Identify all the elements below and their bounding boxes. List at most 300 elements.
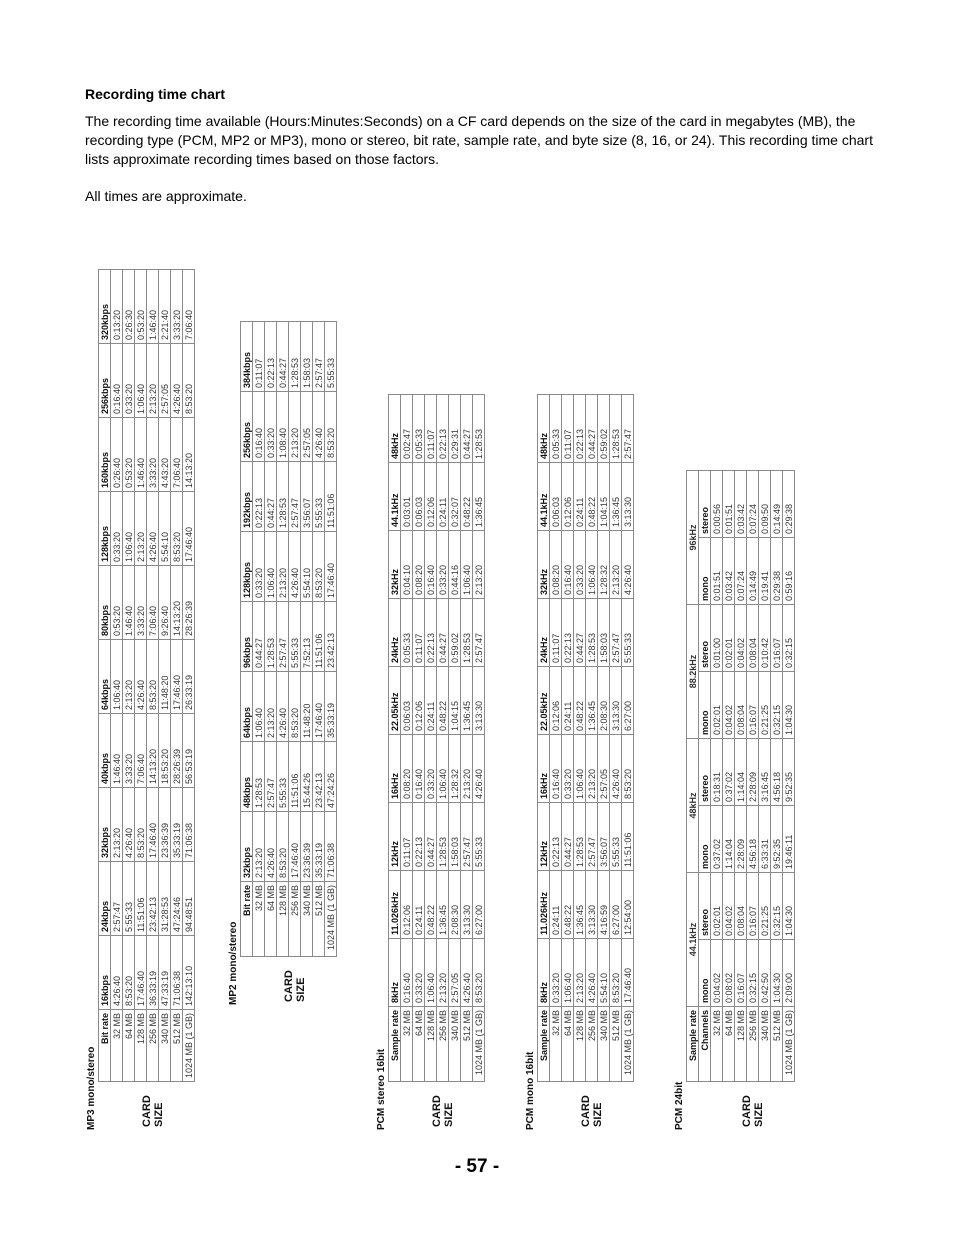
time-cell: 8:53:20 xyxy=(313,532,325,602)
card-size: 512 MB xyxy=(171,1009,183,1081)
column-header: stereo xyxy=(699,605,711,672)
time-cell: 17:46:40 xyxy=(313,672,325,742)
time-cell: 7:06:40 xyxy=(147,565,159,639)
column-header: 24kHz xyxy=(538,599,550,667)
column-header: 12kHz xyxy=(538,803,550,871)
time-cell: 1:36:45 xyxy=(473,463,485,531)
time-cell: 0:59:02 xyxy=(598,395,610,463)
time-cell: 0:02:01 xyxy=(711,672,723,739)
time-cell: 2:13:20 xyxy=(123,639,135,713)
time-cell: 2:57:47 xyxy=(265,742,277,812)
header-row xyxy=(699,471,711,1131)
column-header: 48kbps xyxy=(241,742,253,812)
column-header: 80kbps xyxy=(99,565,111,639)
time-cell: 35:33:19 xyxy=(313,812,325,882)
time-cell: 1:46:40 xyxy=(135,417,147,491)
time-cell: 0:24:11 xyxy=(574,463,586,531)
time-cell: 0:33:20 xyxy=(111,491,123,565)
time-cell: 0:32:15 xyxy=(783,605,795,672)
time-cell: 3:56:07 xyxy=(598,803,610,871)
column-header: 192kbps xyxy=(241,462,253,532)
row-label: Sample rate xyxy=(687,1007,699,1082)
time-cell: 0:48:22 xyxy=(437,667,449,735)
time-cell: 0:03:01 xyxy=(401,463,413,531)
card-size-label xyxy=(401,1082,485,1131)
time-cell: 1:06:40 xyxy=(461,531,473,599)
time-cell: 0:08:04 xyxy=(735,672,747,739)
time-cell: 0:44:27 xyxy=(425,803,437,871)
time-cell: 0:16:07 xyxy=(735,940,747,1007)
time-cell: 0:22:13 xyxy=(574,395,586,463)
time-cell: 0:53:20 xyxy=(135,269,147,343)
time-cell: 0:02:01 xyxy=(711,873,723,940)
time-cell: 2:13:20 xyxy=(277,532,289,602)
time-cell: 3:33:20 xyxy=(147,417,159,491)
card-size: 340 MB xyxy=(598,1007,610,1082)
time-cell: 0:48:22 xyxy=(461,463,473,531)
time-cell: 0:05:33 xyxy=(401,599,413,667)
time-cell: 2:57:05 xyxy=(301,392,313,462)
time-cell: 2:13:20 xyxy=(111,787,123,861)
card-size: 512 MB xyxy=(461,1007,473,1082)
time-cell: 47:24:26 xyxy=(325,742,337,812)
card-size: 128 MB xyxy=(574,1007,586,1082)
column-header: 24kbps xyxy=(99,861,111,935)
time-cell: 1:28:53 xyxy=(437,803,449,871)
card-size-word: CARD xyxy=(740,1095,753,1127)
time-cell: 36:33:19 xyxy=(147,935,159,1009)
approximate-note: All times are approximate. xyxy=(85,188,247,204)
table-row xyxy=(401,395,413,1131)
time-cell: 1:28:53 xyxy=(253,742,265,812)
time-cell: 1:06:40 xyxy=(574,735,586,803)
time-cell: 11:51:06 xyxy=(135,861,147,935)
card-size: 256 MB xyxy=(437,1007,449,1082)
time-cell: 2:13:20 xyxy=(473,531,485,599)
time-cell: 2:57:47 xyxy=(289,462,301,532)
group-header: 88.2kHz xyxy=(687,605,699,739)
recording-table xyxy=(686,470,795,1130)
column-header: 384kbps xyxy=(241,322,253,392)
table-row xyxy=(598,395,610,1131)
card-size: 1024 MB (1 GB) xyxy=(473,1007,485,1082)
card-size: 1024 MB (1 GB) xyxy=(622,1007,634,1082)
card-size: 340 MB xyxy=(301,882,313,957)
table-row xyxy=(253,322,265,1006)
time-cell: 1:04:15 xyxy=(598,463,610,531)
column-header: 24kHz xyxy=(389,599,401,667)
recording-table xyxy=(98,269,195,1130)
group-header-row xyxy=(687,471,699,1131)
header-row xyxy=(241,322,253,1006)
time-cell: 0:32:15 xyxy=(771,672,783,739)
table-row xyxy=(437,395,449,1131)
time-cell: 0:24:11 xyxy=(550,871,562,939)
time-cell: 0:12:06 xyxy=(425,463,437,531)
time-cell: 0:14:49 xyxy=(771,471,783,538)
time-cell: 1:58:03 xyxy=(449,803,461,871)
card-size: 32 MB xyxy=(111,1009,123,1081)
column-header: 44.1kHz xyxy=(538,463,550,531)
row-label: Bit rate xyxy=(99,1009,111,1081)
table-row xyxy=(425,395,437,1131)
card-size-word: CARD xyxy=(282,970,295,1002)
time-cell: 6:33:31 xyxy=(759,806,771,873)
time-cell: 0:04:02 xyxy=(711,940,723,1007)
column-header: 160kbps xyxy=(99,417,111,491)
time-cell: 1:28:53 xyxy=(574,803,586,871)
time-cell: 4:26:40 xyxy=(313,392,325,462)
time-cell: 5:55:33 xyxy=(473,803,485,871)
time-cell: 2:57:47 xyxy=(111,861,123,935)
time-cell: 0:04:02 xyxy=(723,873,735,940)
time-cell: 0:48:22 xyxy=(586,463,598,531)
time-cell: 0:22:13 xyxy=(425,599,437,667)
card-size: 256 MB xyxy=(289,882,301,957)
time-cell: 1:46:40 xyxy=(123,565,135,639)
time-cell: 0:44:27 xyxy=(437,599,449,667)
time-cell: 0:44:27 xyxy=(277,322,289,392)
time-cell: 8:53:20 xyxy=(289,672,301,742)
time-cell: 1:06:40 xyxy=(135,343,147,417)
time-cell: 0:02:01 xyxy=(723,605,735,672)
time-cell: 9:52:35 xyxy=(783,739,795,806)
card-size: 1024 MB (1 GB) xyxy=(183,1009,195,1081)
table-title: PCM 24bit xyxy=(674,1081,685,1130)
time-cell: 0:42:50 xyxy=(759,940,771,1007)
group-header: 44.1kHz xyxy=(687,873,699,1007)
time-cell: 0:11:07 xyxy=(550,599,562,667)
time-cell: 1:36:45 xyxy=(574,871,586,939)
table-row xyxy=(449,395,461,1131)
time-cell: 0:16:40 xyxy=(253,392,265,462)
time-cell: 2:13:20 xyxy=(253,812,265,882)
column-header: 16kbps xyxy=(99,935,111,1009)
time-cell: 1:14:04 xyxy=(735,739,747,806)
time-cell: 0:14:49 xyxy=(747,538,759,605)
time-cell: 0:33:20 xyxy=(437,531,449,599)
time-cell: 2:13:20 xyxy=(586,735,598,803)
time-cell: 0:06:03 xyxy=(401,667,413,735)
time-cell: 14:13:20 xyxy=(171,565,183,639)
time-cell: 8:53:20 xyxy=(183,343,195,417)
time-cell: 0:16:07 xyxy=(747,672,759,739)
time-cell: 5:54:10 xyxy=(159,491,171,565)
card-size-label xyxy=(711,1082,795,1131)
time-cell: 0:12:06 xyxy=(562,463,574,531)
time-cell: 4:26:40 xyxy=(135,639,147,713)
column-header: 22.05kHz xyxy=(389,667,401,735)
column-header: 64kbps xyxy=(241,672,253,742)
time-cell: 0:06:03 xyxy=(550,463,562,531)
table-row xyxy=(135,269,147,1130)
table-title: MP3 mono/stereo xyxy=(86,1046,97,1130)
time-cell: 0:03:42 xyxy=(735,471,747,538)
column-header: 64kbps xyxy=(99,639,111,713)
recording-table xyxy=(537,394,634,1130)
time-cell: 71:06:38 xyxy=(325,812,337,882)
time-cell: 0:04:10 xyxy=(401,531,413,599)
time-cell: 1:06:40 xyxy=(111,639,123,713)
time-cell: 0:16:40 xyxy=(111,343,123,417)
time-cell: 1:28:53 xyxy=(610,395,622,463)
time-cell: 19:46:11 xyxy=(783,806,795,873)
time-cell: 23:42:13 xyxy=(325,602,337,672)
time-cell: 0:59:02 xyxy=(449,599,461,667)
time-cell: 2:57:47 xyxy=(473,599,485,667)
time-cell: 2:57:05 xyxy=(449,939,461,1007)
column-header: mono xyxy=(699,806,711,873)
table-row xyxy=(783,471,795,1131)
time-cell: 17:46:40 xyxy=(325,532,337,602)
time-cell: 0:53:20 xyxy=(123,417,135,491)
time-cell: 1:08:40 xyxy=(277,392,289,462)
time-cell: 1:06:40 xyxy=(265,532,277,602)
time-cell: 0:33:20 xyxy=(574,531,586,599)
time-cell: 0:33:20 xyxy=(253,532,265,602)
time-cell: 3:13:30 xyxy=(461,871,473,939)
time-cell: 2:08:30 xyxy=(598,667,610,735)
time-cell: 0:10:42 xyxy=(759,605,771,672)
time-cell: 0:16:07 xyxy=(747,873,759,940)
group-header: 48kHz xyxy=(687,739,699,873)
table-row xyxy=(325,322,337,1006)
time-cell: 0:08:02 xyxy=(723,940,735,1007)
card-size-label xyxy=(550,1082,634,1131)
time-cell: 7:52:13 xyxy=(301,602,313,672)
time-cell: 0:32:15 xyxy=(771,873,783,940)
column-header: 16kHz xyxy=(538,735,550,803)
time-cell: 5:55:33 xyxy=(277,742,289,812)
card-size: 512 MB xyxy=(771,1007,783,1082)
time-cell: 1:14:04 xyxy=(723,806,735,873)
table-row xyxy=(562,395,574,1131)
time-cell: 1:06:40 xyxy=(586,531,598,599)
time-cell: 3:13:30 xyxy=(586,871,598,939)
card-size: 256 MB xyxy=(586,1007,598,1082)
time-cell: 0:33:20 xyxy=(123,343,135,417)
time-cell: 23:42:13 xyxy=(313,742,325,812)
time-cell: 0:21:25 xyxy=(759,672,771,739)
time-cell: 1:36:45 xyxy=(610,463,622,531)
time-cell: 0:08:04 xyxy=(735,873,747,940)
time-cell: 1:28:53 xyxy=(289,322,301,392)
time-cell: 142:13:10 xyxy=(183,935,195,1009)
table-row xyxy=(550,395,562,1131)
table-row xyxy=(289,322,301,1006)
time-cell: 0:59:16 xyxy=(783,538,795,605)
time-cell: 0:44:27 xyxy=(265,462,277,532)
time-cell: 12:54:00 xyxy=(622,871,634,939)
time-cell: 0:48:22 xyxy=(562,871,574,939)
time-cell: 0:24:11 xyxy=(413,871,425,939)
time-cell: 5:55:33 xyxy=(610,803,622,871)
time-cell: 0:44:27 xyxy=(461,395,473,463)
card-size: 64 MB xyxy=(413,1007,425,1082)
table-title: MP2 mono/stereo xyxy=(228,921,239,1005)
time-cell: 11:51:06 xyxy=(325,462,337,532)
time-cell: 8:53:20 xyxy=(135,787,147,861)
time-cell: 17:46:40 xyxy=(622,939,634,1007)
column-header: 32kbps xyxy=(99,787,111,861)
column-header: 48kHz xyxy=(389,395,401,463)
card-size: 32 MB xyxy=(711,1007,723,1082)
time-cell: 1:04:15 xyxy=(449,667,461,735)
column-header: 128kbps xyxy=(99,491,111,565)
time-cell: 0:44:27 xyxy=(586,395,598,463)
time-cell: 0:06:03 xyxy=(413,463,425,531)
card-size-label xyxy=(253,957,337,1006)
card-size: 340 MB xyxy=(759,1007,771,1082)
time-cell: 0:22:13 xyxy=(253,462,265,532)
card-size: 64 MB xyxy=(723,1007,735,1082)
table-row xyxy=(622,395,634,1131)
time-cell: 7:06:40 xyxy=(171,417,183,491)
time-cell: 0:44:27 xyxy=(253,602,265,672)
time-cell: 3:56:07 xyxy=(301,462,313,532)
time-cell: 8:53:20 xyxy=(123,935,135,1009)
recording-table xyxy=(388,394,485,1130)
time-cell: 4:16:59 xyxy=(598,871,610,939)
time-cell: 4:26:40 xyxy=(473,735,485,803)
column-header: 12kHz xyxy=(389,803,401,871)
time-cell: 0:44:27 xyxy=(562,803,574,871)
time-cell: 0:26:40 xyxy=(111,417,123,491)
time-cell: 0:13:20 xyxy=(111,269,123,343)
table-row xyxy=(313,322,325,1006)
time-cell: 0:02:47 xyxy=(401,395,413,463)
table-row xyxy=(461,395,473,1131)
row-label: Bit rate xyxy=(241,882,253,957)
table-row xyxy=(123,269,135,1130)
time-cell: 4:26:40 xyxy=(265,812,277,882)
time-cell: 0:32:07 xyxy=(449,463,461,531)
table-title: PCM mono 16bit xyxy=(525,1051,536,1130)
time-cell: 1:28:53 xyxy=(461,599,473,667)
time-cell: 0:11:07 xyxy=(253,322,265,392)
time-cell: 3:16:45 xyxy=(759,739,771,806)
table-row xyxy=(301,322,313,1006)
card-size-word: SIZE xyxy=(294,977,307,1002)
time-cell: 0:53:20 xyxy=(111,565,123,639)
time-cell: 71:06:38 xyxy=(183,787,195,861)
table-row xyxy=(265,322,277,1006)
time-cell: 2:13:20 xyxy=(574,939,586,1007)
time-cell: 0:05:33 xyxy=(413,395,425,463)
time-cell: 4:26:40 xyxy=(610,735,622,803)
time-cell: 1:04:30 xyxy=(771,940,783,1007)
time-cell: 0:04:02 xyxy=(735,605,747,672)
time-cell: 0:22:13 xyxy=(265,322,277,392)
time-cell: 0:44:27 xyxy=(574,599,586,667)
time-cell: 0:01:51 xyxy=(723,471,735,538)
card-size: 512 MB xyxy=(313,882,325,957)
time-cell: 1:28:53 xyxy=(277,462,289,532)
time-cell: 0:29:38 xyxy=(771,538,783,605)
time-cell: 6:27:00 xyxy=(622,667,634,735)
time-cell: 3:33:20 xyxy=(171,269,183,343)
time-cell: 1:06:40 xyxy=(562,939,574,1007)
column-header: 32kHz xyxy=(538,531,550,599)
table-row xyxy=(711,471,723,1131)
time-cell: 8:53:20 xyxy=(325,392,337,462)
column-header: 128kbps xyxy=(241,532,253,602)
time-cell: 0:24:11 xyxy=(437,463,449,531)
column-header: 40kbps xyxy=(99,713,111,787)
time-cell: 1:58:03 xyxy=(598,599,610,667)
column-header: 22.05kHz xyxy=(538,667,550,735)
time-cell: 0:48:22 xyxy=(425,871,437,939)
time-cell: 0:26:30 xyxy=(123,269,135,343)
time-cell: 23:42:13 xyxy=(147,861,159,935)
time-cell: 0:33:20 xyxy=(562,735,574,803)
time-cell: 5:55:33 xyxy=(325,322,337,392)
time-cell: 1:06:40 xyxy=(123,491,135,565)
time-cell: 1:36:45 xyxy=(437,871,449,939)
time-cell: 4:26:40 xyxy=(461,939,473,1007)
table-row xyxy=(159,269,171,1130)
time-cell: 47:24:46 xyxy=(171,861,183,935)
time-cell: 2:57:47 xyxy=(313,322,325,392)
time-cell: 94:48:51 xyxy=(183,861,195,935)
time-cell: 4:26:40 xyxy=(171,343,183,417)
time-cell: 0:08:20 xyxy=(413,531,425,599)
time-cell: 3:13:30 xyxy=(610,667,622,735)
time-cell: 2:57:47 xyxy=(461,803,473,871)
table-title: PCM stereo 16bit xyxy=(376,1048,387,1130)
time-cell: 5:54:10 xyxy=(598,939,610,1007)
card-size-label xyxy=(111,1082,195,1131)
card-size-word: CARD xyxy=(579,1095,592,1127)
time-cell: 2:57:05 xyxy=(598,735,610,803)
time-cell: 31:28:53 xyxy=(159,861,171,935)
column-header: 32kbps xyxy=(241,812,253,882)
time-cell: 17:46:40 xyxy=(147,787,159,861)
time-cell: 0:29:38 xyxy=(783,471,795,538)
column-header: 44.1kHz xyxy=(389,463,401,531)
row-label: Sample rate xyxy=(389,1007,401,1082)
empty-cell xyxy=(687,1082,699,1131)
time-cell: 0:24:11 xyxy=(425,667,437,735)
time-cell: 2:08:30 xyxy=(449,871,461,939)
empty-cell xyxy=(699,1082,711,1131)
column-header: stereo xyxy=(699,739,711,806)
time-cell: 0:03:42 xyxy=(723,538,735,605)
time-cell: 0:12:06 xyxy=(550,667,562,735)
empty-cell xyxy=(99,1082,111,1131)
time-cell: 4:56:18 xyxy=(747,806,759,873)
time-cell: 1:06:40 xyxy=(425,939,437,1007)
time-cell: 0:37:02 xyxy=(723,739,735,806)
time-cell: 0:11:07 xyxy=(425,395,437,463)
table-row xyxy=(771,471,783,1131)
card-size: 32 MB xyxy=(401,1007,413,1082)
time-cell: 8:53:20 xyxy=(473,939,485,1007)
card-size-word: SIZE xyxy=(152,1102,165,1127)
card-size: 64 MB xyxy=(123,1009,135,1081)
time-cell: 8:53:20 xyxy=(610,939,622,1007)
column-header: 16kHz xyxy=(389,735,401,803)
time-cell: 3:13:30 xyxy=(473,667,485,735)
time-cell: 1:06:40 xyxy=(253,672,265,742)
time-cell: 2:09:00 xyxy=(783,940,795,1007)
time-cell: 1:28:32 xyxy=(598,531,610,599)
time-cell: 1:04:30 xyxy=(783,672,795,739)
header-row xyxy=(389,395,401,1131)
time-cell: 14:13:20 xyxy=(147,713,159,787)
column-header: stereo xyxy=(699,471,711,538)
column-header: stereo xyxy=(699,873,711,940)
